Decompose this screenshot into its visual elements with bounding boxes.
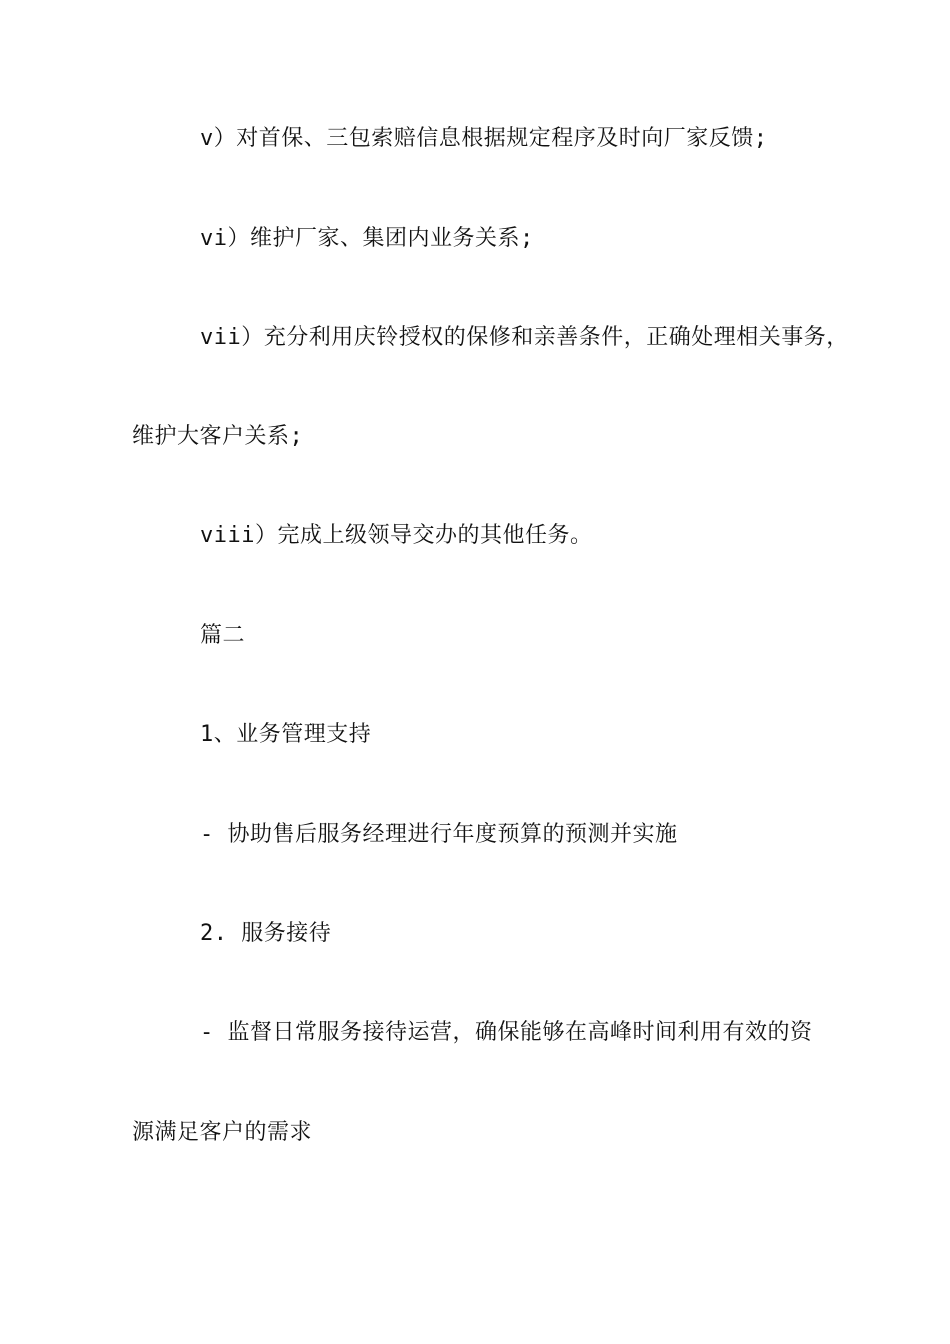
paragraph-item-vii: vii）充分利用庆铃授权的保修和亲善条件，正确处理相关事务，: [200, 325, 849, 350]
paragraph-item-vi: vi）维护厂家、集团内业务关系;: [200, 226, 534, 251]
paragraph-item-viii: viii）完成上级领导交办的其他任务。: [200, 523, 593, 548]
subsection-heading-1: 1、业务管理支持: [200, 722, 372, 747]
paragraph-item-v: v）对首保、三包索赔信息根据规定程序及时向厂家反馈;: [200, 126, 768, 151]
bullet-item-reception-continued: 源满足客户的需求: [132, 1120, 313, 1145]
paragraph-item-vii-continued: 维护大客户关系;: [132, 424, 304, 449]
subsection-heading-2: 2. 服务接待: [200, 921, 332, 946]
bullet-item-reception: - 监督日常服务接待运营，确保能够在高峰时间利用有效的资: [200, 1020, 813, 1045]
bullet-item-budget: - 协助售后服务经理进行年度预算的预测并实施: [200, 822, 678, 847]
section-heading: 篇二: [200, 623, 246, 648]
